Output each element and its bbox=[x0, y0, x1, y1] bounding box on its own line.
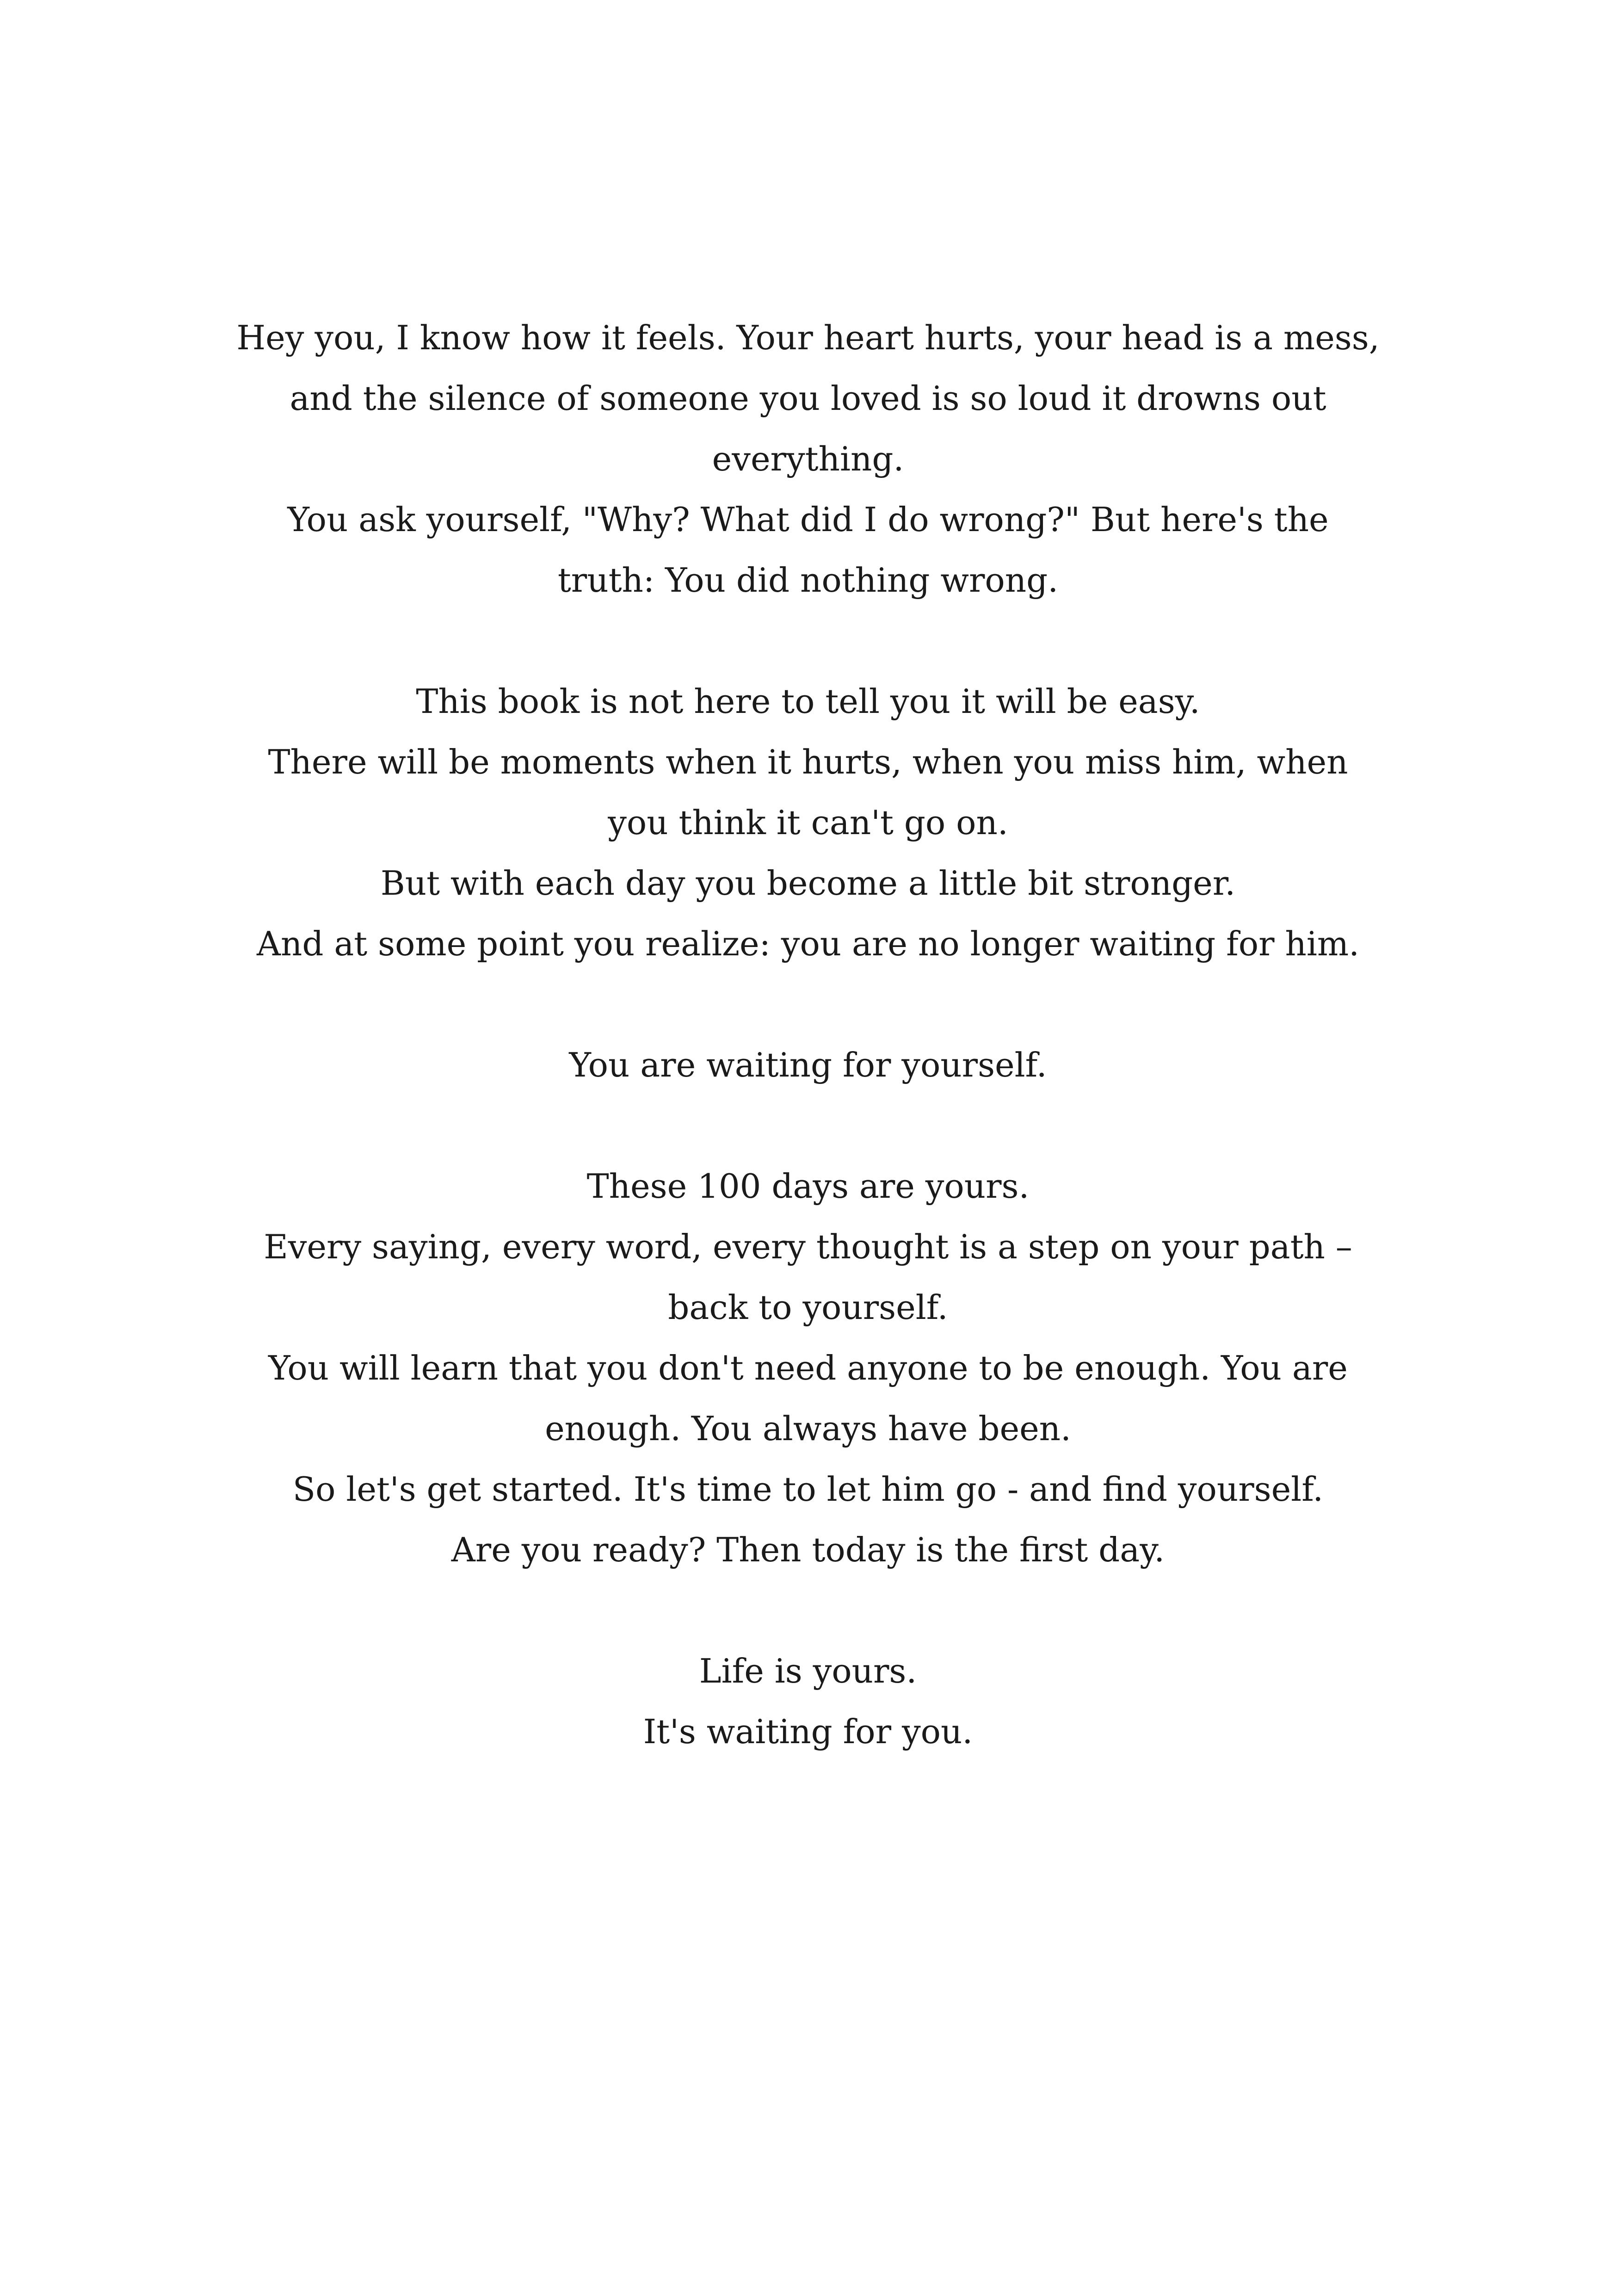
text-line: Hey you, I know how it feels. Your heart hurts, your head is a mess, bbox=[236, 318, 1380, 357]
text-line: back to yourself. bbox=[668, 1288, 948, 1327]
text-line: There will be moments when it hurts, when you miss him, when bbox=[268, 743, 1348, 781]
text-line: Every saying, every word, every thought is a step on your path – bbox=[264, 1227, 1352, 1266]
text-line: You will learn that you don't need anyone to be enough. You are bbox=[268, 1349, 1348, 1387]
text-line: You ask yourself, "Why? What did I do wrong?" But here's the bbox=[287, 500, 1329, 539]
blank-line bbox=[0, 611, 1616, 671]
text-line: This book is not here to tell you it will be easy. bbox=[416, 682, 1200, 721]
text-line: you think it can't go on. bbox=[608, 803, 1008, 842]
text-line: These 100 days are yours. bbox=[586, 1167, 1030, 1206]
text-line: Life is yours. bbox=[699, 1652, 917, 1690]
text-line: But with each day you become a little bit stronger. bbox=[380, 864, 1236, 903]
text-line: So let's get started. It's time to let him go - and find yourself. bbox=[292, 1470, 1324, 1509]
text-line: and the silence of someone you loved is so loud it drowns out bbox=[290, 379, 1326, 418]
body-text bbox=[0, 308, 1616, 1762]
text-line: Are you ready? Then today is the first day. bbox=[451, 1530, 1165, 1569]
blank-line bbox=[0, 1580, 1616, 1641]
text-line: enough. You always have been. bbox=[545, 1409, 1071, 1448]
text-line: You are waiting for yourself. bbox=[569, 1046, 1047, 1084]
text-line: And at some point you realize: you are no longer waiting for him. bbox=[256, 924, 1359, 963]
blank-line bbox=[0, 1095, 1616, 1156]
blank-line bbox=[0, 974, 1616, 1035]
text-line: everything. bbox=[712, 439, 904, 478]
text-line: truth: You did nothing wrong. bbox=[557, 561, 1059, 600]
text-line: It's waiting for you. bbox=[643, 1712, 973, 1751]
